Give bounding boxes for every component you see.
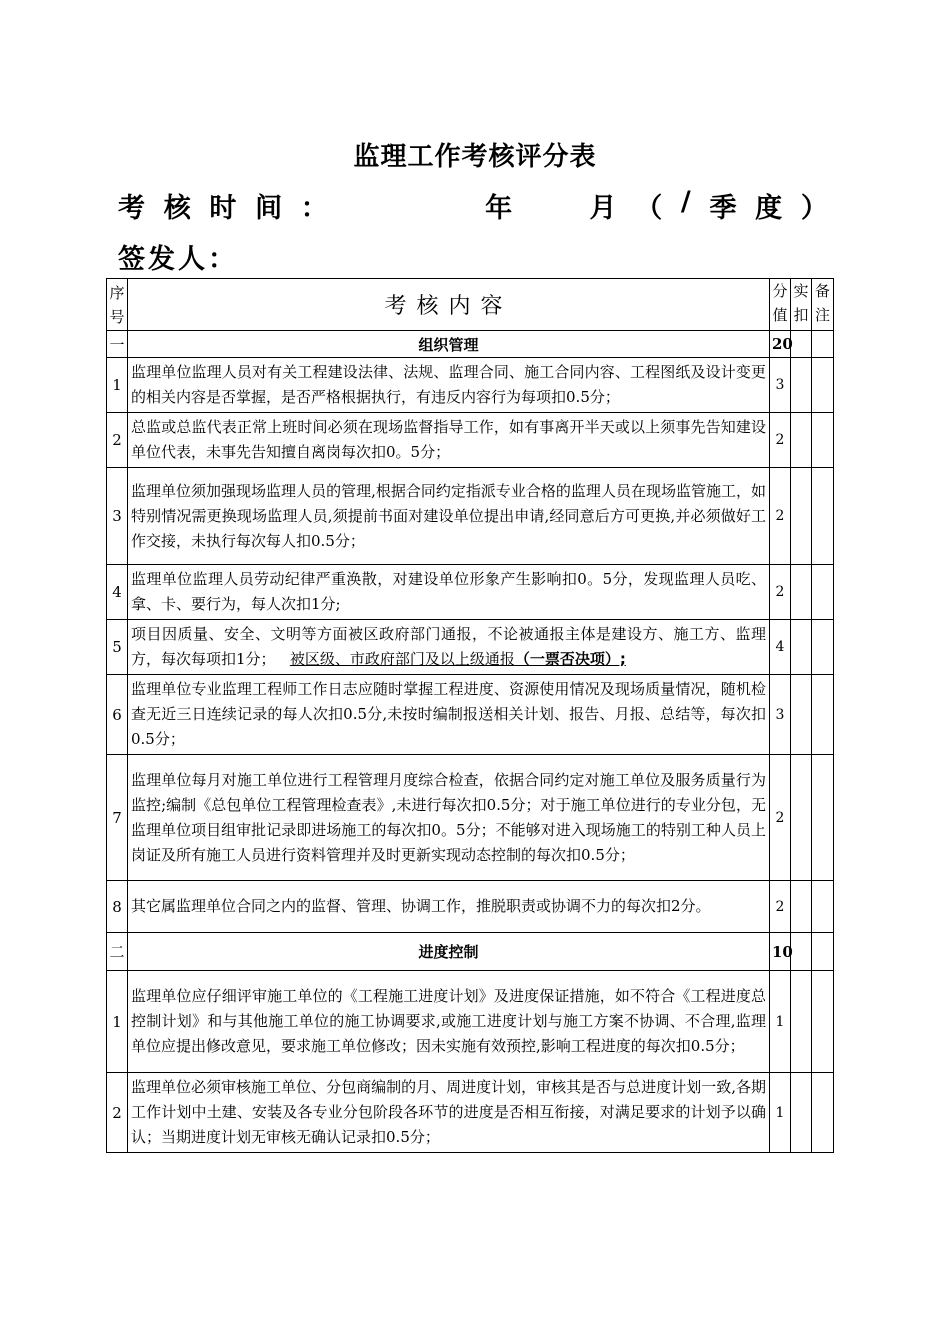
section-no: 一: [107, 331, 128, 358]
table-row: [107, 413, 834, 468]
item-text: 监理单位应仔细评审施工单位的《工程施工进度计划》及进度保证措施，如不符合《工程进度总控制计划》和与其他施工单位的施工协调要求,或施工进度计划与施工方案不协调、不合理,监理单位应提出修改意见，要求施工单位修改；因未实施有效预控,影响工程进度的每次扣0.5分；: [128, 971, 770, 1073]
table-row: [107, 468, 834, 565]
table-row: [107, 755, 834, 881]
header-score: 分值: [770, 279, 791, 331]
month-label: 月: [589, 193, 617, 224]
item-score: 2: [770, 881, 791, 933]
item-text: 监理单位须加强现场监理人员的管理,根据合同约定指派专业合格的监理人员在现场监管施工，如特别情况需更换现场监理人员,须提前书面对建设单位提出申请,经同意后方可更换,并必须做好工作交接，未执行每次每人扣0.5分；: [128, 468, 770, 565]
table-header-row: [107, 279, 834, 331]
time-char: ）: [800, 193, 828, 224]
item-no: 2: [107, 413, 128, 468]
remark-cell[interactable]: [812, 1073, 834, 1153]
item-text: 总监或总监代表正常上班时间必须在现场监督指导工作，如有事离开半天或以上须事先告知建设单位代表，未事先告知擅自离岗每次扣0。5分；: [128, 413, 770, 468]
remark-cell[interactable]: [812, 675, 834, 755]
remark-cell[interactable]: [812, 468, 834, 565]
time-char: 季: [709, 193, 737, 224]
table-row: [107, 971, 834, 1073]
remark-cell[interactable]: [812, 620, 834, 675]
deduct-cell[interactable]: [791, 413, 812, 468]
item-text-main: 项目因质量、安全、文明等方面被区政府部门通报，不论被通报主体是建设方、施工方、监理方，每次每项扣1分；: [131, 625, 766, 668]
table-row: [107, 675, 834, 755]
item-text: 监理单位必须审核施工单位、分包商编制的月、周进度计划，审核其是否与总进度计划一致,各期工作计划中土建、安装及各专业分包阶段各环节的进度是否相互衔接，对满足要求的计划予以确认；当期进度计划无审核无确认记录扣0.5分；: [128, 1073, 770, 1153]
item-text-underlined: [290, 650, 626, 668]
section-score: 20: [770, 331, 791, 358]
item-no: 2: [107, 1073, 128, 1153]
item-score: 1: [770, 1073, 791, 1153]
item-text: 监理单位专业监理工程师工作日志应随时掌握工程进度、资源使用情况及现场质量情况，随机检查无近三日连续记录的每人次扣0.5分,未按时编制报送相关计划、报告、月报、总结等，每次扣0.5分；: [128, 675, 770, 755]
item-score: 2: [770, 565, 791, 620]
year-blank: [346, 186, 466, 225]
item-score: 3: [770, 358, 791, 413]
table-row: [107, 881, 834, 933]
section-row: [107, 331, 834, 358]
year-label: 年: [485, 193, 513, 224]
table-row: [107, 620, 834, 675]
item-no: 1: [107, 358, 128, 413]
remark-cell[interactable]: [812, 755, 834, 881]
time-char: 核: [163, 193, 191, 224]
deduct-cell[interactable]: [791, 358, 812, 413]
time-char: 间: [255, 193, 283, 224]
item-text: [128, 620, 770, 675]
time-char: 时: [209, 193, 237, 224]
section-no: 二: [107, 933, 128, 971]
deduct-cell[interactable]: [791, 971, 812, 1073]
item-no: 5: [107, 620, 128, 675]
item-no: 7: [107, 755, 128, 881]
section-title: 进度控制: [128, 933, 770, 971]
item-text: 监理单位监理人员对有关工程建设法律、法规、监理合同、施工合同内容、工程图纸及设计变更的相关内容是否掌握，是否严格根据执行，有违反内容行为每项扣0.5分；: [128, 358, 770, 413]
item-score: 2: [770, 755, 791, 881]
deduct-cell[interactable]: [791, 468, 812, 565]
deduct-cell[interactable]: [791, 1073, 812, 1153]
item-score: 3: [770, 675, 791, 755]
table-row: [107, 1073, 834, 1153]
time-char: 度: [755, 193, 783, 224]
item-score: 2: [770, 413, 791, 468]
underlined-text: 被区级、市政府部门及以上级通报: [289, 650, 515, 668]
time-char: （: [635, 193, 663, 224]
section-title: 组织管理: [128, 331, 770, 358]
deduct-cell[interactable]: [791, 881, 812, 933]
remark-cell[interactable]: [812, 331, 834, 358]
header-content: 考核内容: [128, 279, 770, 331]
signer-label: 签发人：: [118, 244, 238, 275]
remark-cell[interactable]: [812, 413, 834, 468]
remark-cell[interactable]: [812, 933, 834, 971]
item-no: 6: [107, 675, 128, 755]
header-deduct: 实扣: [791, 279, 812, 331]
item-text: 监理单位每月对施工单位进行工程管理月度综合检查，依据合同约定对施工单位及服务质量行为监控;编制《总包单位工程管理检查表》,未进行每次扣0.5分；对于施工单位进行的专业分包，无监理单位项目组审批记录即进场施工的每次扣0。5分；不能够对进入现场施工的特别工种人员上岗证及所有施工人员进行资料管理并及时更新实现动态控制的每次扣0.5分；: [128, 755, 770, 881]
item-no: 3: [107, 468, 128, 565]
deduct-cell[interactable]: [791, 675, 812, 755]
remark-cell[interactable]: [812, 358, 834, 413]
header-no: 序号: [107, 279, 128, 331]
deduct-cell[interactable]: [791, 565, 812, 620]
time-char: ：: [300, 193, 328, 224]
item-no: 8: [107, 881, 128, 933]
deduct-cell[interactable]: [791, 933, 812, 971]
assessment-time-line: [118, 186, 828, 225]
deduct-cell[interactable]: [791, 331, 812, 358]
page-title: 监理工作考核评分表: [353, 142, 597, 172]
deduct-cell[interactable]: [791, 755, 812, 881]
veto-note: （一票否决项）;: [514, 650, 626, 668]
month-blank: [531, 186, 571, 225]
remark-cell[interactable]: [812, 881, 834, 933]
remark-cell[interactable]: [812, 565, 834, 620]
time-char: /: [680, 186, 691, 217]
item-score: 2: [770, 468, 791, 565]
item-score: 4: [770, 620, 791, 675]
item-text: 监理单位监理人员劳动纪律严重涣散，对建设单位形象产生影响扣0。5分，发现监理人员吃、拿、卡、要行为，每人次扣1分;: [128, 565, 770, 620]
table-row: [107, 358, 834, 413]
item-no: 1: [107, 971, 128, 1073]
deduct-cell[interactable]: [791, 620, 812, 675]
remark-cell[interactable]: [812, 971, 834, 1073]
item-no: 4: [107, 565, 128, 620]
item-score: 1: [770, 971, 791, 1073]
table-row: [107, 565, 834, 620]
header-remark: 备注: [812, 279, 834, 331]
section-row: [107, 933, 834, 971]
item-text: 其它属监理单位合同之内的监督、管理、协调工作，推脱职责或协调不力的每次扣2分。: [128, 881, 770, 933]
score-table: [106, 278, 834, 1153]
time-char: 考: [118, 193, 145, 224]
section-score: 10: [770, 933, 791, 971]
